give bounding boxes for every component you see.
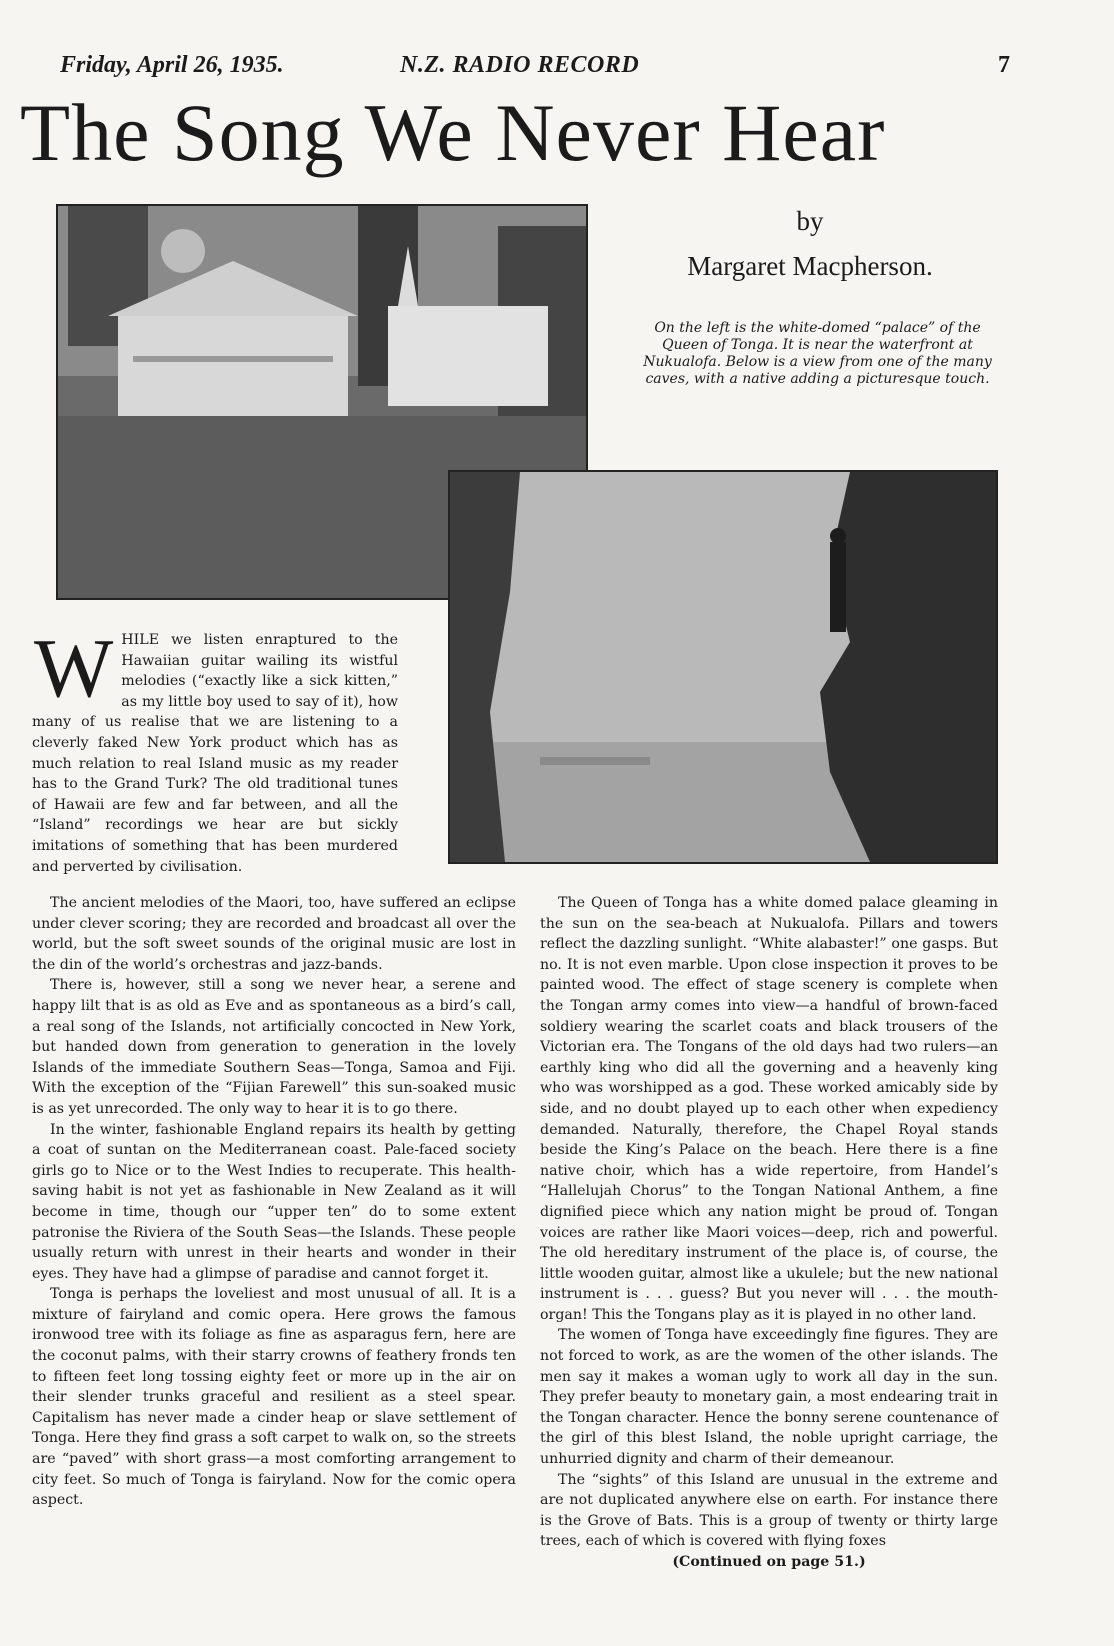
paragraph: The ancient melodies of the Maori, too, have suffered an eclipse under clever scoring; they are recorded and broadcast all over the world, but the soft sweet sounds of the original music are lost in the din of the world’s orchestras and jazz-bands. xyxy=(32,895,516,973)
author-name: Margaret Macpherson. xyxy=(687,251,933,281)
right-column xyxy=(540,893,998,1573)
left-column xyxy=(32,893,516,1511)
paragraph: There is, however, still a song we never hear, a serene and happy lilt that is as old as Eve and as spontaneous as a bird’s call, a real song of the Islands, not artificially concocted in New York, but handed down from generation to generation in the lovely Islands of the immediate Southern Seas—Tonga, Samoa and Fiji. With the exception of the “Fijian Farewell” this sun-soaked music is as yet unrecorded. The only way to hear it is to go there. xyxy=(32,977,516,1117)
article-title: The Song We Never Hear xyxy=(20,87,886,178)
cave-photo xyxy=(448,470,998,864)
paragraph: The Queen of Tonga has a white domed palace gleaming in the sun on the sea-beach at Nukualofa. Pillars and towers reflect the dazzling sunlight. “White alabaster!” one gasps. But no. It is not even marble. Upon close inspection it proves to be painted wood. The effect of stage scenery is complete when the Tongan army comes into view—a handful of brown-faced soldiery wearing the scarlet coats and black trousers of the Victorian era. The Tongans of the old days had two rulers—an earthly king who did all the governing and a heavenly king who was worshipped as a god. These worked amicably side by side, and no doubt played up to each other when expediency demanded. Naturally, therefore, the Chapel Royal stands beside the King’s Palace on the beach. Here there is a fine native choir, which has a wide repertoire, from Handel’s “Hallelujah Chorus” to the Tongan National Anthem, a fine dignified piece which any nation might be proud of. Tongan voices are rather like Maori voices—deep, rich and powerful. The old hereditary instrument of the place is, of course, the little wooden guitar, almost like a ukulele; but the new national instrument is . . . guess? But you never will . . . the mouth-organ! This the Tongans play as it is played in no other land. xyxy=(540,895,998,1323)
paragraph: The “sights” of this Island are unusual in the extreme and are not duplicated anywhere else on earth. For instance there is the Grove of Bats. This is a group of twenty or thirty large trees, each of which is covered with flying foxes xyxy=(540,1471,998,1550)
publication-name: N.Z. RADIO RECORD xyxy=(400,52,640,78)
cave-photo-image xyxy=(450,472,996,862)
photo-caption: On the left is the white-domed “palace” of the Queen of Tonga. It is near the waterfront at Nukualofa. Below is a view from one of the many caves, with a native adding a picturesque touch. xyxy=(643,320,992,387)
article-intro xyxy=(32,622,398,877)
byline-by: by xyxy=(796,206,824,236)
page-number: 7 xyxy=(998,52,1010,78)
issue-date: Friday, April 26, 1935. xyxy=(60,52,284,78)
continued-note: (Continued on page 51.) xyxy=(672,1554,866,1570)
page-header xyxy=(60,52,1010,86)
drop-cap: W xyxy=(34,622,114,715)
byline xyxy=(620,206,1000,282)
paragraph: In the winter, fashionable England repairs its health by getting a coat of suntan on the Mediterranean coast. Pale-faced society girls go to Nice or to the West Indies to recuperate. This health-saving habit is not yet as fashionable in New Zealand as it will become in time, though our “upper ten” do to some extent patronise the Riviera of the South Seas—the Islands. These people usually return with unrest in their hearts and wonder in their eyes. They have had a glimpse of paradise and cannot forget it. xyxy=(32,1121,516,1282)
paragraph: Tonga is perhaps the loveliest and most unusual of all. It is a mixture of fairyland and comic opera. Here grows the famous ironwood tree with its foliage as fine as asparagus fern, here are the coconut palms, with their starry crowns of feathery fronds ten to fifteen feet long tossing eighty feet or more up in the air on their slender trunks graceful and resilient as a steel spear. Capitalism has never made a cinder heap or slave settlement of Tonga. Here they find grass a soft carpet to walk on, so the streets are “paved” with short grass—a most comforting arrangement to city feet. So much of Tonga is fairyland. Now for the comic opera aspect. xyxy=(32,1286,516,1509)
paragraph: The women of Tonga have exceedingly fine figures. They are not forced to work, as are the women of the other islands. The men say it makes a woman ugly to work all day in the sun. They prefer beauty to monetary gain, a most endearing trait in the Tongan character. Hence the bonny serene countenance of the girl of this blest Island, the noble upright carriage, the unhurried dignity and charm of their demeanour. xyxy=(540,1327,998,1468)
intro-text: HILE we listen enraptured to the Hawaiian guitar wailing its wistful melodies (“exactly like a sick kitten,” as my little boy used to say of it), how many of us realise that we are listening to a cleverly faked New York product which has as much relation to real Island music as my reader has to the Grand Turk? The old traditional tunes of Hawaii are few and far between, and all the “Island” recordings we hear are but sickly imitations of something that has been murdered and perverted by civilisation. xyxy=(32,632,398,875)
